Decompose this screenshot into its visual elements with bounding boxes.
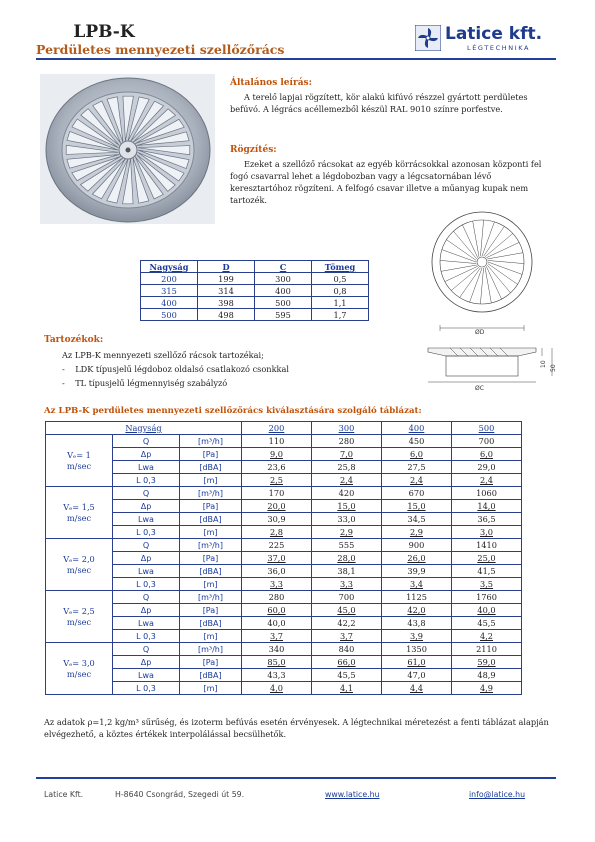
drawing-blade-line [441,265,477,271]
table-cell: 595 [255,309,312,321]
drawing-blade-line [462,225,477,258]
table-row [46,617,522,630]
accessory-text: LDK típusjelű légdoboz oldalsó csatlakozó csonkkal [75,364,290,374]
table-cell: 3,0 [452,526,522,539]
size-table [140,260,369,321]
table-cell: 700 [452,435,522,448]
table-row [46,591,522,604]
unit-label: [dBA] [180,617,242,630]
table-cell: 39,9 [382,565,452,578]
table-cell: 29,0 [452,461,522,474]
unit-label: [dBA] [180,565,242,578]
table-cell: 20,0 [242,500,312,513]
param-label: L 0,3 [113,526,180,539]
table-cell: 3,3 [312,578,382,591]
table-cell: 42,2 [312,617,382,630]
table-cell: 900 [382,539,452,552]
table-cell: 2,4 [312,474,382,487]
table-cell: 700 [312,591,382,604]
footer-email-link[interactable] [469,790,525,799]
table-cell: 38,1 [312,565,382,578]
drawing-blade-line [488,262,522,274]
web-link[interactable]: www.latice.hu [325,790,380,799]
table-cell: 40,0 [452,604,522,617]
velocity-value: Vₑ= 3,0 [63,657,95,668]
accessory-text: TL típusjelű légmennyiség szabályzó [75,378,228,388]
accessory-item [62,363,289,375]
accessories-intro: Az LPB-K mennyezeti szellőző rácsok tartozékai; [62,350,264,360]
velocity-value: Vₑ= 1,5 [63,501,95,512]
table-cell: 1350 [382,643,452,656]
drawing-blade-line [487,253,523,259]
table-cell: 25,8 [312,461,382,474]
param-label: Δp [113,656,180,669]
table-cell: 4,4 [382,682,452,695]
table-cell: 0,8 [312,285,369,297]
table-cell: 1760 [452,591,522,604]
table-cell: 45,5 [312,669,382,682]
table-cell: 34,5 [382,513,452,526]
footer-web-link[interactable] [325,790,380,799]
table-cell: 670 [382,487,452,500]
table-cell: 28,0 [312,552,382,565]
table-cell: 500 [255,297,312,309]
table-cell: 1,7 [312,309,369,321]
table-cell: 6,0 [382,448,452,461]
table-cell: 2,9 [312,526,382,539]
table-cell: 25,0 [452,552,522,565]
table-row [141,309,369,321]
page-title: LPB-K [73,22,135,42]
header-rule [36,58,556,60]
param-label: L 0,3 [113,474,180,487]
table-cell: 400 [255,285,312,297]
unit-label: [dBA] [180,669,242,682]
table-cell: 200 [141,273,198,285]
velocity-unit: m/sec [66,616,92,627]
bullet: - [62,378,76,388]
velocity-label [46,591,113,643]
drawing-blade-line [470,268,482,302]
drawing-blade-line [442,250,476,262]
unit-label: [Pa] [180,500,242,513]
table-cell: 315 [141,285,198,297]
unit-label: [m] [180,630,242,643]
table-row [46,487,522,500]
param-label: Q [113,435,180,448]
size-table-header [141,261,369,273]
velocity-label [46,539,113,591]
table-cell: 6,0 [452,448,522,461]
table-row [141,273,369,285]
table-row [46,435,522,448]
table-cell: 500 [141,309,198,321]
unit-label: [m] [180,682,242,695]
table-row [46,500,522,513]
table-cell: 26,0 [382,552,452,565]
velocity-label [46,643,113,695]
drawing-blade-line [488,260,524,263]
bullet: - [62,364,76,374]
size-label: Nagyság [46,422,242,435]
table-cell: 43,8 [382,617,452,630]
table-cell: 3,7 [242,630,312,643]
table-cell: 47,0 [382,669,452,682]
table-row [46,682,522,695]
table-row [46,578,522,591]
size-col: 200 [242,422,312,435]
table-row [46,539,522,552]
param-label: Δp [113,500,180,513]
table-cell: 45,0 [312,604,382,617]
table-row [46,630,522,643]
unit-label: [m] [180,474,242,487]
d-header: D [198,261,255,273]
table-cell: 2,9 [382,526,452,539]
table-cell: 43,3 [242,669,312,682]
table-cell: 36,0 [242,565,312,578]
drawing-blade-line [480,220,483,256]
table-cell: 2,4 [382,474,452,487]
table-cell: 300 [255,273,312,285]
logo-name: Latice kft. [445,24,543,44]
table-cell: 1060 [452,487,522,500]
param-label: L 0,3 [113,630,180,643]
logo-subtitle: LÉGTECHNIKA [467,44,531,52]
product-photo [40,74,215,224]
table-row [141,285,369,297]
param-label: Lwa [113,461,180,474]
unit-label: [m³/h] [180,643,242,656]
table-row [46,552,522,565]
velocity-unit: m/sec [66,668,92,679]
dim-50-label: 50 [550,364,557,372]
accessories-heading: Tartozékok: [44,335,104,345]
size-header: Nagyság [141,261,198,273]
size-col: 500 [452,422,522,435]
param-label: Δp [113,552,180,565]
table-cell: 110 [242,435,312,448]
footer-address: H-8640 Csongrád, Szegedi út 59. [115,790,245,799]
velocity-value: Vₑ= 2,0 [63,553,95,564]
table-row [46,461,522,474]
drawing-blade-line [486,242,519,257]
table-cell: 7,0 [312,448,382,461]
velocity-unit: m/sec [66,564,92,575]
footer-company: Latice Kft. [44,790,84,799]
table-cell: 2,5 [242,474,312,487]
drawing-blade-line [488,264,518,285]
table-cell: 555 [312,539,382,552]
unit-label: [Pa] [180,604,242,617]
param-label: Lwa [113,513,180,526]
table-cell: 0,5 [312,273,369,285]
table-row [46,656,522,669]
drawing-blade-line [486,266,501,299]
footer-rule [36,777,556,779]
drawing-blade-line [482,222,494,256]
unit-label: [m³/h] [180,487,242,500]
param-label: Q [113,643,180,656]
drawing-blade-line [480,268,483,304]
table-cell: 2110 [452,643,522,656]
table-cell: 23,6 [242,461,312,474]
mass-header: Tömeg [312,261,369,273]
param-label: Lwa [113,617,180,630]
table-cell: 4,1 [312,682,382,695]
table-cell: 420 [312,487,382,500]
unit-label: [Pa] [180,552,242,565]
table-cell: 42,0 [382,604,452,617]
drawing-blade-line [484,226,505,256]
dim-10-label: 10 [540,360,547,368]
table-row [46,513,522,526]
param-label: Lwa [113,669,180,682]
table-cell: 27,5 [382,461,452,474]
drawing-blade-line [460,268,481,298]
density-note: Az adatok ρ=1,2 kg/m³ sűrűség, és izoterm befúvás esetén érvényesek. A légtechnikai méretezést a fenti táblázat alapján elvégezhető, a köztes értékek interpolálással becsülhetők. [44,717,549,739]
table-cell: 400 [141,297,198,309]
drawing-blade-line [445,266,478,281]
unit-label: [m] [180,526,242,539]
drawing-blade-line [473,221,479,257]
table-row [46,604,522,617]
unit-label: [m³/h] [180,435,242,448]
table-cell: 60,0 [242,604,312,617]
c-header: C [255,261,312,273]
table-row [46,669,522,682]
selection-table [45,421,522,695]
param-label: Q [113,487,180,500]
table-cell: 2,8 [242,526,312,539]
table-row [46,565,522,578]
accessory-item [62,377,227,389]
unit-label: [dBA] [180,513,242,526]
unit-label: [m³/h] [180,539,242,552]
fan-logo-icon [415,25,441,51]
param-label: L 0,3 [113,682,180,695]
table-cell: 3,9 [382,630,452,643]
table-cell: 40,0 [242,617,312,630]
table-cell: 2,4 [452,474,522,487]
velocity-label [46,435,113,487]
velocity-unit: m/sec [66,512,92,523]
table-row [46,448,522,461]
velocity-value: Vₑ= 1 [67,449,91,460]
page-subtitle: Perdületes mennyezeti szellőzőrács [36,42,285,57]
table-cell: 45,5 [452,617,522,630]
velocity-unit: m/sec [66,460,92,471]
selection-heading: Az LPB-K perdületes mennyezeti szellőzőrács kiválasztására szolgáló táblázat: [44,406,422,416]
table-cell: 30,9 [242,513,312,526]
dim-d-label: ØD [475,329,485,336]
drawing-blade-line [485,267,491,303]
table-cell: 1410 [452,539,522,552]
table-cell: 61,0 [382,656,452,669]
velocity-label [46,487,113,539]
table-cell: 398 [198,297,255,309]
table-cell: 66,0 [312,656,382,669]
general-heading: Általános leírás: [230,78,312,88]
table-cell: 340 [242,643,312,656]
table-cell: 225 [242,539,312,552]
dim-c-label: ØC [475,385,484,392]
table-cell: 3,3 [242,578,312,591]
unit-label: [Pa] [180,656,242,669]
table-cell: 314 [198,285,255,297]
table-cell: 4,0 [242,682,312,695]
table-cell: 48,9 [452,669,522,682]
table-cell: 170 [242,487,312,500]
table-row [141,297,369,309]
table-cell: 199 [198,273,255,285]
table-cell: 59,0 [452,656,522,669]
table-cell: 9,0 [242,448,312,461]
selection-header-row [46,422,522,435]
drawing-blade-line [440,260,476,263]
unit-label: [Pa] [180,448,242,461]
param-label: Q [113,539,180,552]
table-cell: 840 [312,643,382,656]
table-cell: 450 [382,435,452,448]
table-cell: 498 [198,309,255,321]
size-col: 400 [382,422,452,435]
table-row [46,474,522,487]
param-label: Q [113,591,180,604]
table-row [46,643,522,656]
technical-drawing [420,210,560,405]
table-cell: 3,7 [312,630,382,643]
table-cell: 3,5 [452,578,522,591]
table-cell: 3,4 [382,578,452,591]
email-link[interactable]: info@latice.hu [469,790,526,799]
unit-label: [dBA] [180,461,242,474]
table-cell: 36,5 [452,513,522,526]
drawing-blade-line [446,240,476,261]
table-cell: 280 [242,591,312,604]
table-cell: 1,1 [312,297,369,309]
param-label: Δp [113,448,180,461]
size-col: 300 [312,422,382,435]
table-row [46,526,522,539]
table-cell: 280 [312,435,382,448]
table-cell: 85,0 [242,656,312,669]
table-cell: 1125 [382,591,452,604]
mount-text: Ezeket a szellőző rácsokat az egyéb körrácsokkal azonosan központi fel fogó csavarral lehet a légdobozban vagy a légcsatornában lévő keresztartóhoz rögzíteni. A felfogó csavar illetve a műanyag kupak nem tartozék. [230,159,542,205]
param-label: L 0,3 [113,578,180,591]
table-cell: 4,9 [452,682,522,695]
table-cell: 15,0 [312,500,382,513]
unit-label: [m³/h] [180,591,242,604]
param-label: Lwa [113,565,180,578]
table-cell: 37,0 [242,552,312,565]
param-label: Δp [113,604,180,617]
mount-heading: Rögzítés: [230,145,277,155]
velocity-value: Vₑ= 2,5 [63,605,95,616]
table-cell: 33,0 [312,513,382,526]
table-cell: 4,2 [452,630,522,643]
table-cell: 14,0 [452,500,522,513]
general-text: A terelő lapjai rögzített, kör alakú kifúvó részzel gyártott perdületes befúvó. A légrács acéllemezből készül RAL 9010 színre porfestve. [230,92,528,114]
table-cell: 15,0 [382,500,452,513]
unit-label: [m] [180,578,242,591]
table-cell: 41,5 [452,565,522,578]
